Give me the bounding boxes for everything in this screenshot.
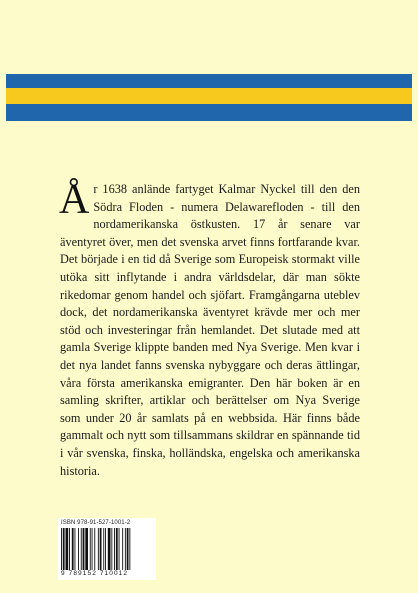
barcode-bar (83, 528, 85, 570)
barcode-bar (100, 528, 102, 570)
barcode-bar (111, 528, 112, 570)
barcode-bar (78, 528, 79, 570)
isbn-barcode (58, 518, 156, 580)
barcode-bar (125, 528, 126, 570)
barcode-bar (119, 528, 120, 570)
barcode-bars (61, 528, 154, 570)
back-cover-blurb (59, 177, 360, 480)
barcode-bar (129, 528, 130, 570)
barcode-bar (114, 528, 115, 570)
isbn-label: ISBN 978-91-527-1001-2 (61, 520, 131, 526)
barcode-digits: 9 789152 710012 (61, 570, 129, 577)
flag-stripe-blue-bottom (6, 104, 412, 121)
barcode-bar (98, 528, 99, 570)
barcode-bar (103, 528, 104, 570)
barcode-bar (127, 528, 129, 570)
barcode-bar (92, 528, 93, 570)
barcode-bar (69, 528, 70, 570)
barcode-bar (63, 528, 65, 570)
barcode-bar (108, 528, 111, 570)
barcode-bar (81, 528, 82, 570)
barcode-bar (90, 528, 91, 570)
flag-stripe-yellow (6, 88, 412, 104)
barcode-bar (105, 528, 106, 570)
flag-stripe-blue-top (6, 74, 412, 88)
barcode-bar (72, 528, 74, 570)
barcode-bar (85, 528, 88, 570)
barcode-bar (66, 528, 69, 570)
blurb-body: r 1638 anlände fartyget Kalmar Nyckel till den den Södra Floden - numera Delawarefloden - till den nordamerikanska östkusten. 17 år senare var äventyret över, men det svenska arvet finns fortfarande kvar. Det började i en tid då Sverige som Europeisk stormakt ville utöka sitt inflytande i andra världsdelar, där man sökte rikedomar genom handel och sjöfart. Framgångarna uteblev dock, det nordamerikanska äventyret krävde mer och mer stöd och investeringar från hemlandet. Det slutade med att gamla Sverige klippte banden med Nya Sverige. Men kvar i det nya landet fanns svenska nybyggare och deras ättlingar, våra första amerikanska emigranter. Den här boken är en samling skrifter, artiklar och berättelser om Nya Sverige som under 20 år samlats på en webbsida. Här finns både gammalt och nytt som tillsammans skildrar en spännande tid i vår svenska, finska, holländska, engelska och amerikanska historia. (60, 182, 360, 478)
barcode-bar (116, 528, 118, 570)
barcode-bar (75, 528, 76, 570)
drop-cap: Å (59, 177, 90, 223)
barcode-bar (61, 528, 62, 570)
barcode-bar (94, 528, 95, 570)
barcode-bar (122, 528, 123, 570)
